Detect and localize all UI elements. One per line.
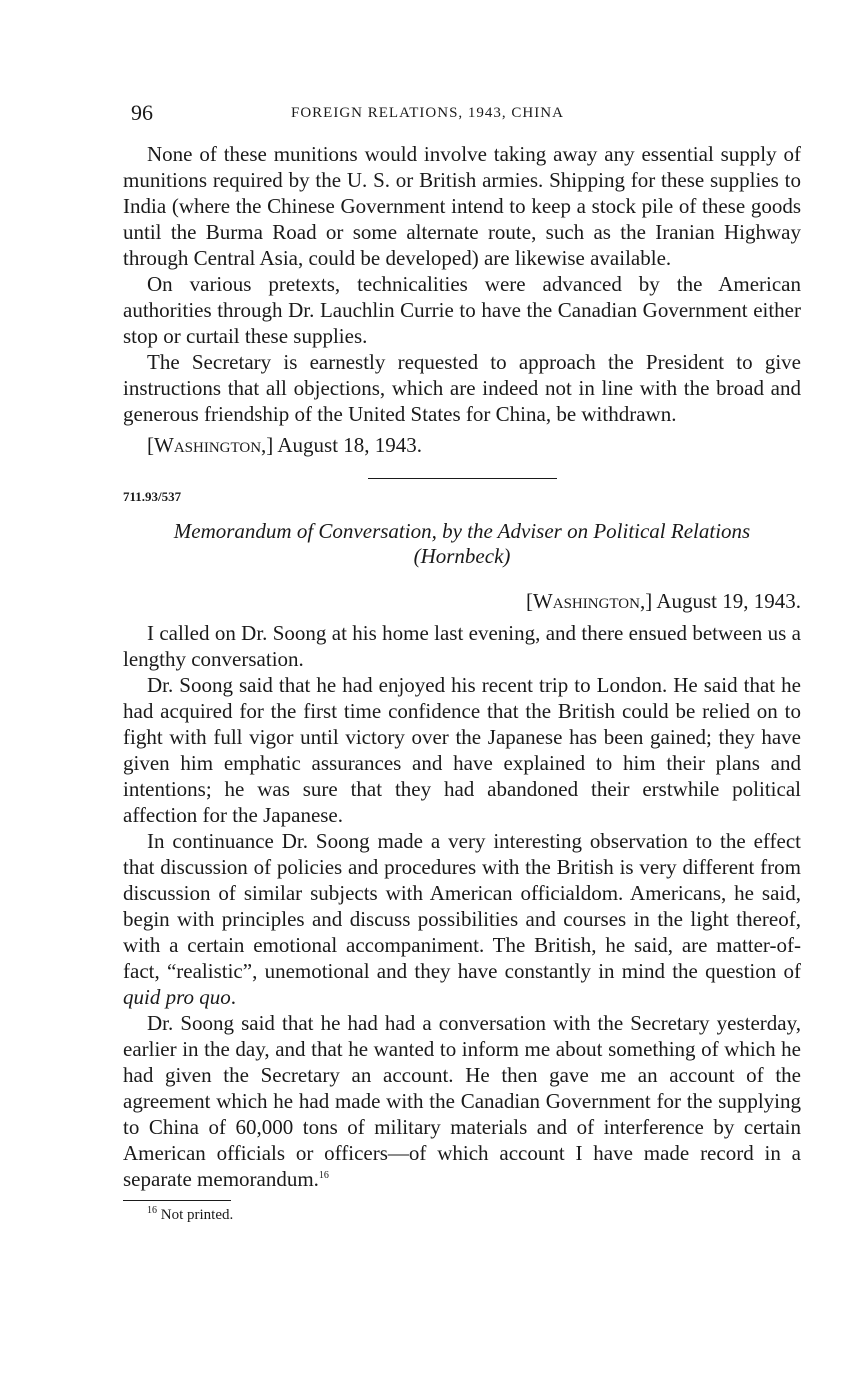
paragraph: I called on Dr. Soong at his home last evening, and there ensued between us a lengthy conversation. bbox=[123, 621, 801, 671]
italic-phrase: quid pro quo bbox=[123, 985, 231, 1009]
preceding-dateline bbox=[123, 433, 801, 458]
page-number: 96 bbox=[131, 100, 153, 125]
paragraph bbox=[123, 1010, 801, 1192]
paragraph-text: Dr. Soong said that he had had a conversation with the Secretary yesterday, earlier in the day, and that he wanted to inform me about something of which he had given the Secretary an account. He then gave me an account of the agreement which he had made with the Canadian Government for the supplying to China of 60,000 tons of military materials and of interference by certain American officials or officers—of which account I have made record in a separate memorandum. bbox=[123, 1011, 801, 1191]
dateline-date: August 19, 1943. bbox=[656, 589, 801, 613]
dateline-place: [Washington,] bbox=[147, 433, 274, 457]
page-header bbox=[123, 96, 801, 126]
footnote-reference[interactable]: 16 bbox=[318, 1170, 329, 1181]
file-number: 711.93/537 bbox=[123, 489, 182, 504]
paragraph: None of these munitions would involve taking away any essential supply of munitions required by the U. S. or British armies. Shipping for these supplies to India (where the Chinese Government intend to keep a stock pile of these goods until the Burma Road or some alternate route, such as the Iranian Highway through Central Asia, could be developed) are likewise available. bbox=[123, 142, 801, 270]
dateline-date: August 18, 1943. bbox=[277, 433, 423, 457]
document-title-author: (Hornbeck) bbox=[413, 544, 511, 568]
paragraph bbox=[123, 828, 801, 1010]
document-title bbox=[123, 519, 801, 569]
preceding-document-body bbox=[123, 141, 801, 427]
running-head: FOREIGN RELATIONS, 1943, CHINA bbox=[291, 105, 564, 121]
footnote-divider bbox=[123, 1200, 231, 1201]
section-divider bbox=[368, 478, 557, 479]
document-dateline bbox=[123, 589, 801, 614]
document-title-line: Memorandum of Conversation, by the Adviser on Political Relations bbox=[173, 519, 751, 543]
footnote-text: Not printed. bbox=[160, 1207, 234, 1223]
paragraph-end: . bbox=[230, 985, 236, 1009]
paragraph: Dr. Soong said that he had enjoyed his recent trip to London. He said that he had acquired for the first time confidence that the British could be relied on to fight with full vigor until victory over the Japanese has been gained; they have given him emphatic assurances and have explained to him their plans and intentions; he was sure that they had abandoned their erstwhile political affection for the Japanese. bbox=[123, 673, 801, 827]
footnote-marker: 16 bbox=[147, 1205, 157, 1216]
paragraph-text: In continuance Dr. Soong made a very interesting observation to the effect that discussion of policies and procedures with the British is very different from discussion of similar subjects with American officialdom. Americans, he said, begin with principles and discuss possibilities and courses in the light thereof, with a certain emotional accompaniment. The British, he said, are matter-of-fact, “realistic”, unemotional and they have constantly in mind the question of bbox=[123, 829, 801, 983]
document-body bbox=[123, 620, 801, 1192]
paragraph: On various pretexts, technicalities were advanced by the American authorities through Dr. Lauchlin Currie to have the Canadian Government either stop or curtail these supplies. bbox=[123, 272, 801, 348]
dateline-place: [Washington,] bbox=[525, 589, 653, 613]
footnote bbox=[147, 1207, 801, 1224]
document-page bbox=[123, 96, 801, 1224]
paragraph: The Secretary is earnestly requested to approach the President to give instructions that all objections, which are indeed not in line with the broad and generous friendship of the United States for China, be withdrawn. bbox=[123, 350, 801, 426]
